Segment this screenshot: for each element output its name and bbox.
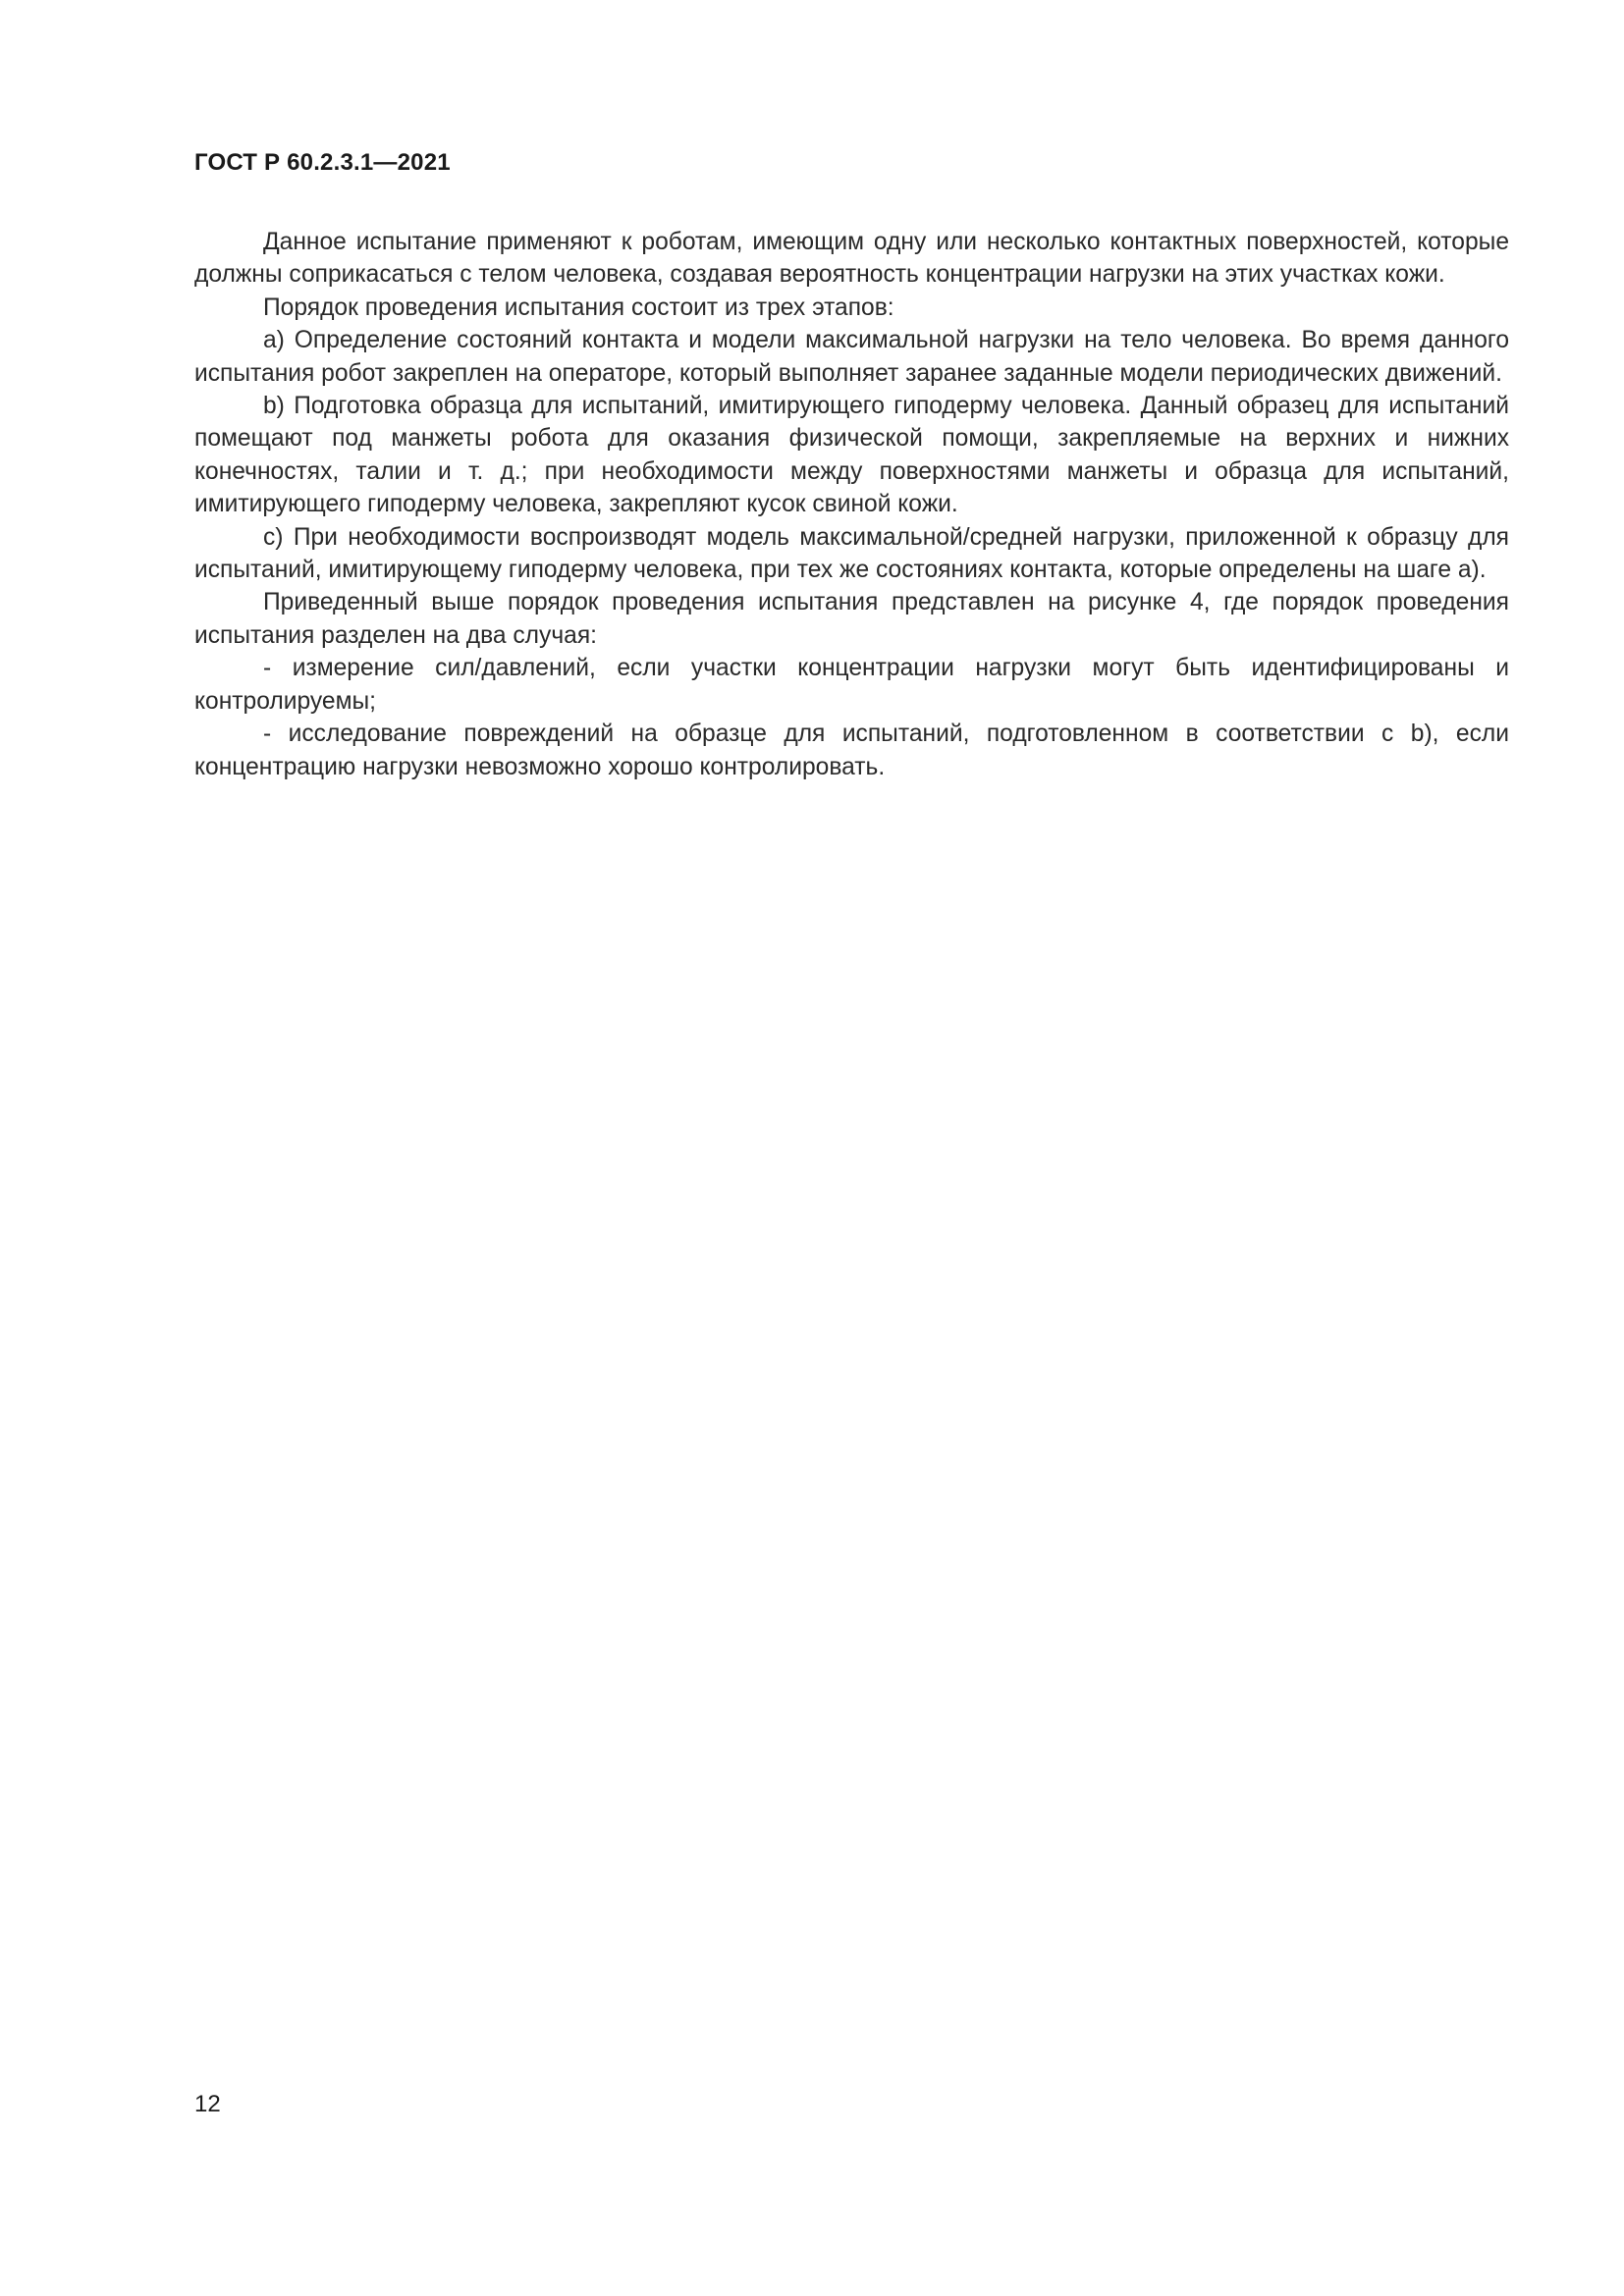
paragraph-procedure-steps: Порядок проведения испытания состоит из трех этапов: xyxy=(263,294,894,321)
list-item-force-measurement: - измерение сил/давлений, если участки концентрации нагрузки могут быть идентифицированы и контролируемы; xyxy=(194,655,1509,715)
page-number: 12 xyxy=(194,2091,221,2117)
list-item-damage-investigation: - исследование повреждений на образце для испытаний, подготовленном в соответствии с b), если концентрацию нагрузки невозможно хорошо контролировать. xyxy=(194,721,1509,780)
paragraph-step-b: b) Подготовка образца для испытаний, имитирующего гиподерму человека. Данный образец для испытаний помещают под манжеты робота для оказания физической помощи, закрепляемые на верхних и нижних конечностях, талии и т. д.; при необходимости между поверхностями манжеты и образца для испытаний, имитирующего гиподерму человека, закрепляют кусок свиной кожи. xyxy=(194,393,1509,518)
document-body xyxy=(194,226,1509,783)
paragraph-step-c: с) При необходимости воспроизводят модель максимальной/средней нагрузки, приложенной к образцу для испытаний, имитирующему гиподерму человека, при тех же состояниях контакта, которые определены на шаге а). xyxy=(194,523,1509,584)
paragraph-figure-reference: Приведенный выше порядок проведения испытания представлен на рисунке 4, где порядок проведения испытания разделен на два случая: xyxy=(194,589,1509,649)
document-header: ГОСТ Р 60.2.3.1—2021 xyxy=(194,149,451,176)
paragraph-step-a: а) Определение состояний контакта и модели максимальной нагрузки на тело человека. Во время данного испытания робот закреплен на операторе, который выполняет заранее заданные модели периодических движений. xyxy=(194,327,1509,387)
paragraph-intro: Данное испытание применяют к роботам, имеющим одну или несколько контактных поверхностей, которые должны соприкасаться с телом человека, создавая вероятность концентрации нагрузки на этих участках кожи. xyxy=(194,229,1509,289)
